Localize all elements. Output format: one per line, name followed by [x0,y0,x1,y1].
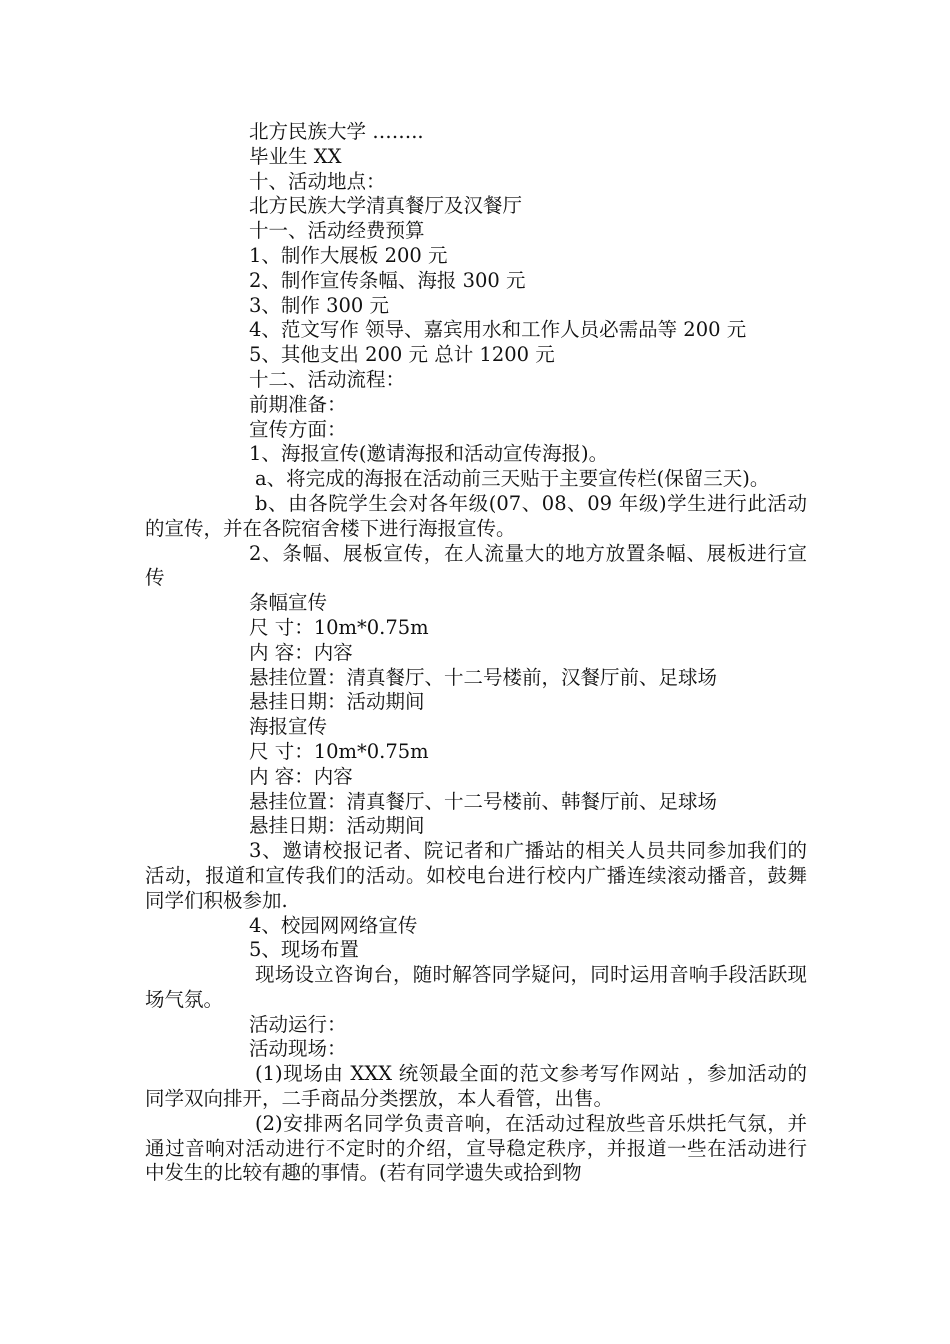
spec-line: 尺 寸：10m*0.75m [249,739,429,763]
spec-line: 内 容：内容 [249,764,353,788]
section-heading: 十、活动地点： [249,169,386,193]
paragraph: 2、条幅、展板宣传，在人流量大的地方放置条幅、展板进行宣传 [145,541,807,590]
spec-line: 悬挂位置：清真餐厅、十二号楼前、韩餐厅前、足球场 [249,789,718,813]
text-line: 4、校园网网络宣传 [249,913,418,937]
text-line: 5、现场布置 [249,938,359,962]
paragraph: (2)安排两名同学负责音响，在活动过程放些音乐烘托气氛，并通过音响对活动进行不定时的介绍，宣导稳定秩序，并报道一些在活动进行中发生的比较有趣的事情。(若有同学遗失或拾到物 [145,1111,807,1185]
text-line: 1、海报宣传(邀请海报和活动宣传海报)。 [249,442,609,466]
text-line: 北方民族大学清真餐厅及汉餐厅 [249,194,523,218]
paragraph: (1)现场由 XXX 统领最全面的范文参考写作网站 ，参加活动的同学双向排开，二手商品分类摆放，本人看管，出售。 [145,1062,807,1111]
subheading: 海报宣传 [249,715,328,739]
budget-item: 1、制作大展板 200 元 [249,243,448,267]
budget-item: 4、范文写作 领导、嘉宾用水和工作人员必需品等 200 元 [249,318,747,342]
section-heading: 十一、活动经费预算 [249,219,425,243]
paragraph: 3、邀请校报记者、院记者和广播站的相关人员共同参加我们的活动，报道和宣传我们的活动。如校电台进行校内广播连续滚动播音，鼓舞同学们积极参加. [145,839,807,912]
budget-item: 5、其他支出 200 元 总计 1200 元 [249,343,555,367]
spec-line: 悬挂日期：活动期间 [249,690,425,714]
spec-line: 尺 寸：10m*0.75m [249,615,429,639]
subheading: 活动现场： [249,1037,347,1061]
subheading: 宣传方面： [249,417,347,441]
spec-line: 悬挂位置：清真餐厅、十二号楼前，汉餐厅前、足球场 [249,665,718,689]
document-page [145,120,807,1186]
text-line: 北方民族大学 …….. [249,120,424,143]
paragraph: 现场设立咨询台，随时解答同学疑问，同时运用音响手段活跃现场气氛。 [145,963,807,1011]
paragraph: b、由各院学生会对各年级(07、08、09 年级)学生进行此活动的宣传，并在各院宿舍楼下进行海报宣传。 [145,491,807,540]
paragraph: a、将完成的海报在活动前三天贴于主要宣传栏(保留三天)。 [255,467,770,491]
subheading: 前期准备： [249,392,347,416]
subheading: 条幅宣传 [249,591,328,615]
text-line: 毕业生 XX [249,144,342,168]
spec-line: 悬挂日期：活动期间 [249,814,425,838]
budget-item: 3、制作 300 元 [249,293,390,317]
subheading: 活动运行： [249,1012,347,1036]
budget-item: 2、制作宣传条幅、海报 300 元 [249,268,526,292]
section-heading: 十二、活动流程： [249,367,406,391]
spec-line: 内 容：内容 [249,640,353,664]
